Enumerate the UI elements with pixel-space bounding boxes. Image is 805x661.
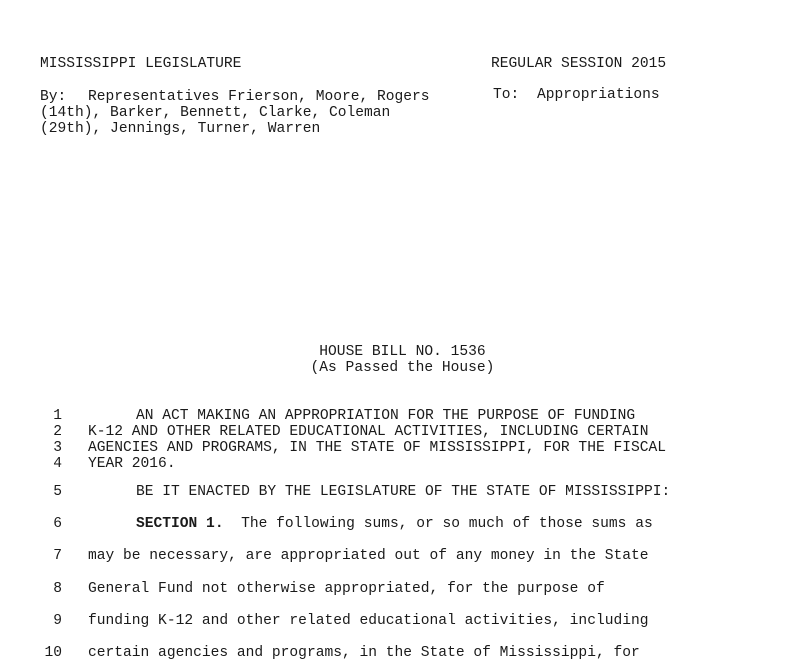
line-number: 2: [53, 424, 62, 440]
bill-text-line: certain agencies and programs, in the State of Mississippi, for: [88, 645, 640, 661]
by-prefix: By:: [40, 89, 67, 105]
enacting-clause: BE IT ENACTED BY THE LEGISLATURE OF THE STATE OF MISSISSIPPI:: [136, 484, 671, 500]
bill-number: HOUSE BILL NO. 1536: [319, 344, 486, 360]
sponsors-line-3: (29th), Jennings, Turner, Warren: [40, 121, 321, 137]
bill-text-line: AGENCIES AND PROGRAMS, IN THE STATE OF MISSISSIPPI, FOR THE FISCAL: [88, 440, 667, 456]
bill-text-line: funding K-12 and other related educational activities, including: [88, 613, 649, 629]
line-number: 8: [53, 581, 62, 597]
line-number: 5: [53, 484, 62, 500]
line-number: 10: [44, 645, 62, 661]
legislature-name: MISSISSIPPI LEGISLATURE: [40, 56, 242, 72]
bill-text-line: General Fund not otherwise appropriated, for the purpose of: [88, 581, 605, 597]
line-number: 7: [53, 548, 62, 564]
bill-text-line: may be necessary, are appropriated out of any money in the State: [88, 548, 649, 564]
bill-status: (As Passed the House): [310, 360, 495, 376]
bill-text-line: YEAR 2016.: [88, 456, 176, 472]
session-label: REGULAR SESSION 2015: [491, 56, 667, 72]
section-heading: SECTION 1.: [136, 516, 224, 532]
sponsors-line-2: (14th), Barker, Bennett, Clarke, Coleman: [40, 105, 391, 121]
bill-text-line: AN ACT MAKING AN APPROPRIATION FOR THE PURPOSE OF FUNDING: [136, 408, 636, 424]
line-number: 9: [53, 613, 62, 629]
line-number: 4: [53, 456, 62, 472]
line-number: 3: [53, 440, 62, 456]
bill-text-line: K-12 AND OTHER RELATED EDUCATIONAL ACTIVITIES, INCLUDING CERTAIN: [88, 424, 649, 440]
committee-name: Appropriations: [537, 87, 660, 103]
sponsors-line-1: Representatives Frierson, Moore, Rogers: [88, 89, 430, 105]
line-number: 6: [53, 516, 62, 532]
to-prefix: To:: [493, 87, 520, 103]
line-number: 1: [53, 408, 62, 424]
section-text: The following sums, or so much of those sums as: [241, 516, 653, 532]
section-line: [136, 516, 653, 532]
